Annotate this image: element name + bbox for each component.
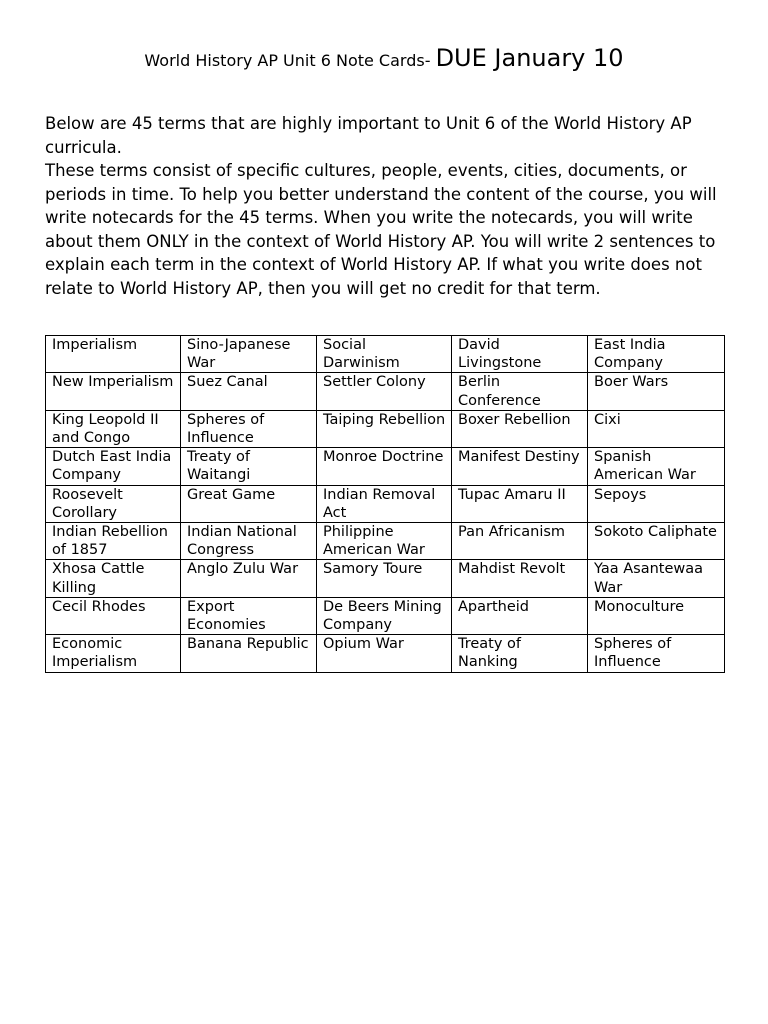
term-cell: Indian Removal Act (317, 485, 452, 522)
term-cell: Berlin Conference (452, 373, 588, 410)
table-row (46, 635, 725, 672)
term-cell: Monroe Doctrine (317, 448, 452, 485)
table-row (46, 485, 725, 522)
term-cell: Spheres of Influence (181, 410, 317, 447)
table-row (46, 336, 725, 373)
table-row (46, 597, 725, 634)
term-cell: Opium War (317, 635, 452, 672)
title-due-date: DUE January 10 (435, 44, 624, 72)
term-cell: New Imperialism (46, 373, 181, 410)
term-cell: Treaty of Nanking (452, 635, 588, 672)
term-cell: Economic Imperialism (46, 635, 181, 672)
term-cell: Apartheid (452, 597, 588, 634)
term-cell: Imperialism (46, 336, 181, 373)
term-cell: Yaa Asantewaa War (588, 560, 725, 597)
term-cell: Suez Canal (181, 373, 317, 410)
term-cell: De Beers Mining Company (317, 597, 452, 634)
term-cell: Pan Africanism (452, 523, 588, 560)
term-cell: Samory Toure (317, 560, 452, 597)
term-cell: King Leopold II and Congo (46, 410, 181, 447)
term-cell: Xhosa Cattle Killing (46, 560, 181, 597)
term-cell: Tupac Amaru II (452, 485, 588, 522)
term-cell: David Livingstone (452, 336, 588, 373)
title-separator: - (424, 51, 436, 70)
term-cell: Boer Wars (588, 373, 725, 410)
term-cell: East India Company (588, 336, 725, 373)
term-cell: Anglo Zulu War (181, 560, 317, 597)
table-row (46, 448, 725, 485)
intro-text (45, 112, 725, 300)
term-cell: Spheres of Influence (588, 635, 725, 672)
term-cell: Sepoys (588, 485, 725, 522)
term-cell: Boxer Rebellion (452, 410, 588, 447)
term-cell: Treaty of Waitangi (181, 448, 317, 485)
term-cell: Great Game (181, 485, 317, 522)
title-text: World History AP Unit 6 Note Cards (144, 51, 425, 70)
term-cell: Spanish American War (588, 448, 725, 485)
terms-table-body (46, 336, 725, 673)
intro-paragraph-1: Below are 45 terms that are highly important to Unit 6 of the World History AP curricula. (45, 114, 692, 157)
term-cell: Settler Colony (317, 373, 452, 410)
table-row (46, 523, 725, 560)
term-cell: Sino-Japanese War (181, 336, 317, 373)
document-title (0, 44, 768, 72)
term-cell: Social Darwinism (317, 336, 452, 373)
term-cell: Taiping Rebellion (317, 410, 452, 447)
term-cell: Roosevelt Corollary (46, 485, 181, 522)
term-cell: Monoculture (588, 597, 725, 634)
table-row (46, 410, 725, 447)
term-cell: Cixi (588, 410, 725, 447)
term-cell: Export Economies (181, 597, 317, 634)
terms-table (45, 335, 725, 673)
intro-paragraph-2: These terms consist of specific cultures, people, events, cities, documents, or periods in time. To help you better understand the content of the course, you will write notecards for the 45 terms. When you write the notecards, you will write about them ONLY in the context of World History AP. You will write 2 sentences to explain each term in the context of World History AP. If what you write does not relate to World History AP, then you will get no credit for that term. (45, 161, 717, 298)
term-cell: Dutch East India Company (46, 448, 181, 485)
term-cell: Manifest Destiny (452, 448, 588, 485)
term-cell: Banana Republic (181, 635, 317, 672)
table-row (46, 373, 725, 410)
term-cell: Cecil Rhodes (46, 597, 181, 634)
term-cell: Mahdist Revolt (452, 560, 588, 597)
term-cell: Sokoto Caliphate (588, 523, 725, 560)
table-row (46, 560, 725, 597)
term-cell: Indian National Congress (181, 523, 317, 560)
term-cell: Indian Rebellion of 1857 (46, 523, 181, 560)
term-cell: Philippine American War (317, 523, 452, 560)
